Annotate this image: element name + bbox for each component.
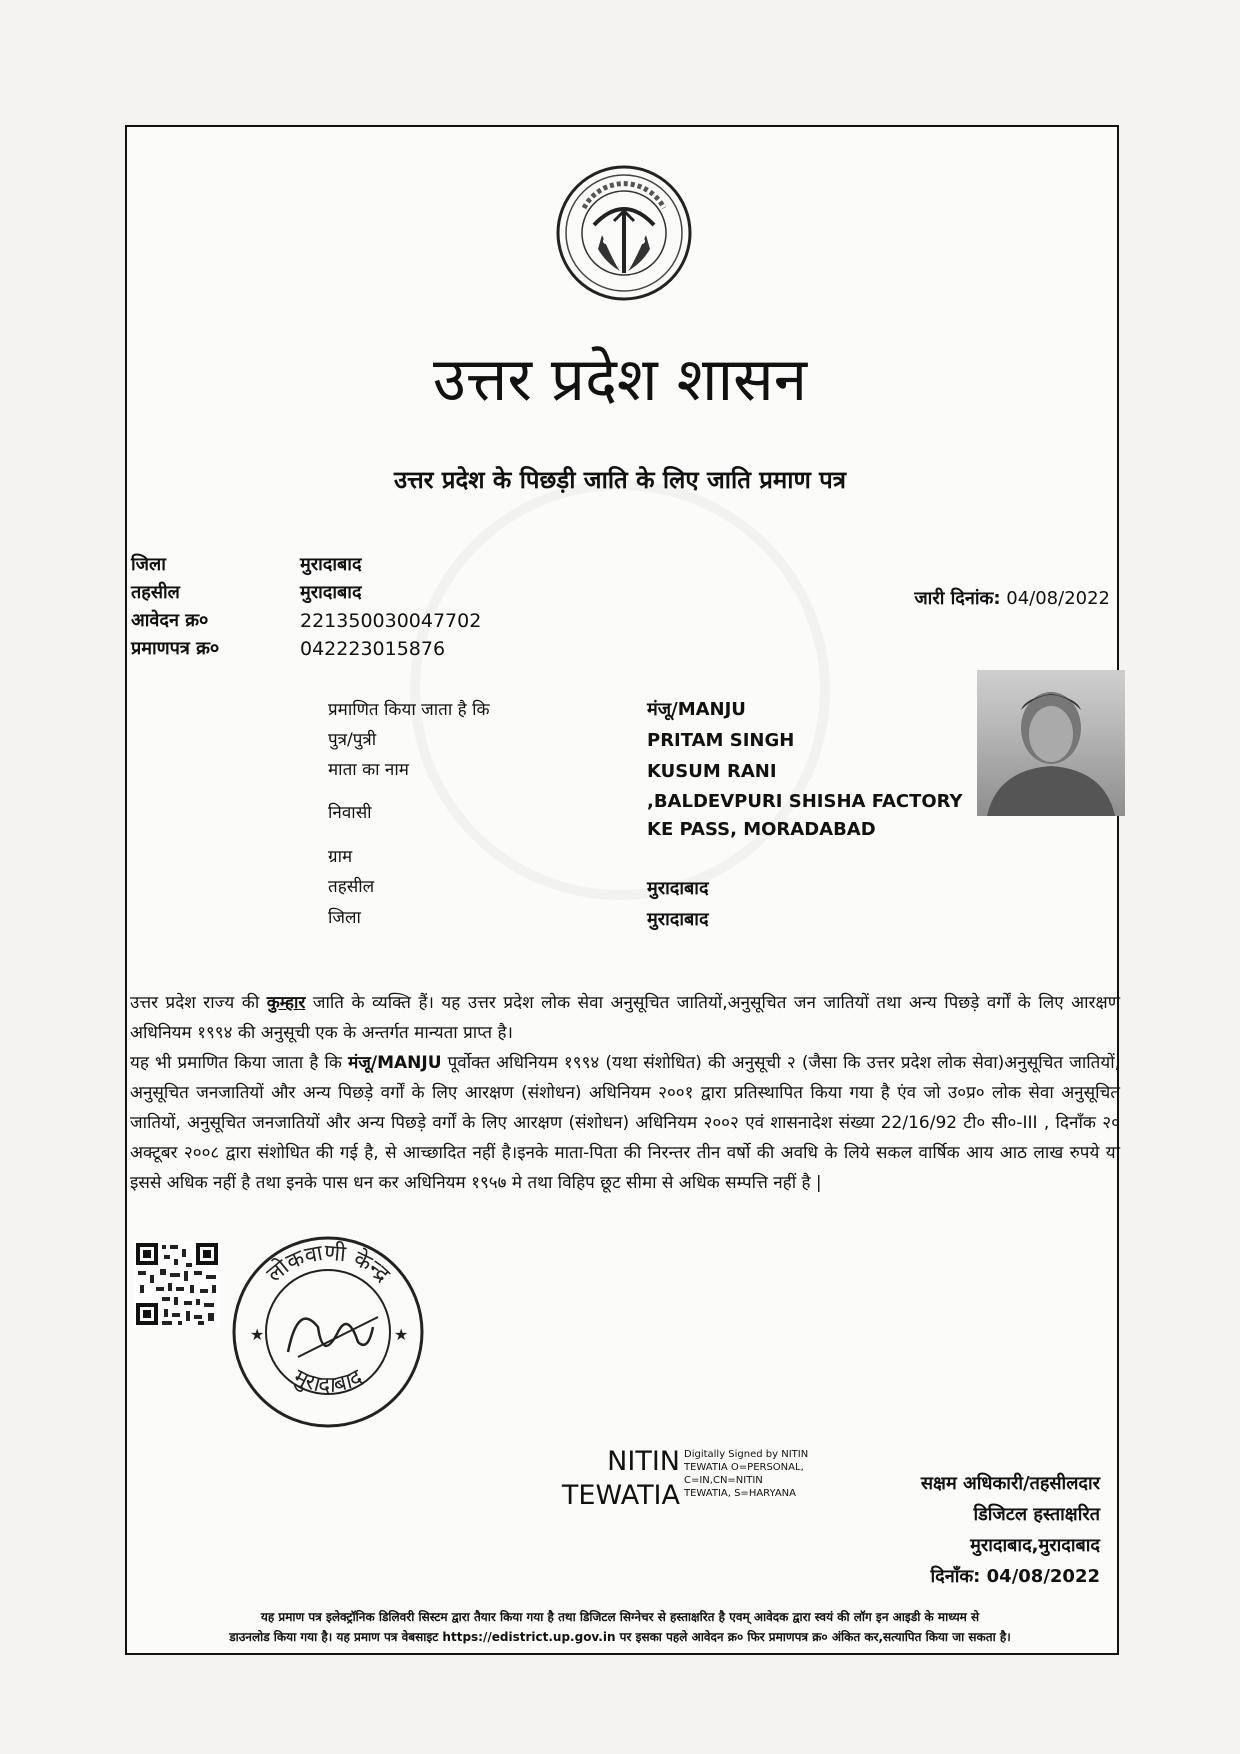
certificate-body (130, 988, 1120, 1198)
application-value: 221350030047702 (300, 610, 482, 632)
svg-text:★: ★ (394, 1325, 409, 1344)
certificate-number-value: 042223015876 (300, 638, 446, 660)
field-label-resident: निवासी (328, 803, 372, 823)
field-label-certified: प्रमाणित किया जाता है कि (328, 700, 490, 720)
field-label-tehsil: तहसील (328, 877, 375, 897)
district-label: जिला (131, 554, 166, 575)
lokvani-seal-icon (228, 1232, 428, 1432)
applicant-photo (977, 670, 1125, 816)
svg-text:मुरादाबाद (290, 1365, 367, 1398)
authority-title: सक्षम अधिकारी/तहसीलदार (920, 1473, 1100, 1494)
issuing-authority (860, 1468, 1100, 1592)
body-caste: कुम्हार (266, 993, 306, 1013)
district-value: मुरादाबाद (300, 554, 362, 575)
digital-sig-line2: TEWATIA O=PERSONAL, (684, 1462, 804, 1473)
signer-first-name: NITIN (607, 1446, 680, 1477)
field-value-tehsil: मुरादाबाद (647, 878, 709, 899)
footer-line1: यह प्रमाण पत्र इलेक्ट्रॉनिक डिलिवरी सिस्टम द्वारा तैयार किया गया है तथा डिजिटल सिग्नेचर से हस्ताक्षरित है एवम् आवेदक द्वारा स्वयं की लॉग इन आइडी के माध्यम से (260, 1610, 980, 1624)
body-p1-b: जाति के व्यक्ति हैं। यह उत्तर प्रदेश लोक सेवा अनुसूचित जातियों,अनुसूचित जन जातियों तथा अन्य पिछड़े वर्गों के लिए आरक्षण अधिनियम १९९४ की अनुसूची एक के अन्तर्गत मान्यता प्राप्त है। (130, 993, 1120, 1043)
certificate-subtitle: उत्तर प्रदेश के पिछड़ी जाति के लिए जाति प्रमाण पत्र (393, 466, 847, 494)
field-value-father: PRITAM SINGH (647, 730, 795, 751)
authority-location: मुरादाबाद,मुरादाबाद (970, 1535, 1100, 1556)
signer-last-name: TEWATIA (561, 1480, 680, 1511)
qr-code-icon (134, 1241, 220, 1327)
field-value-mother: KUSUM RANI (647, 761, 777, 782)
svg-text:लोकवाणी केन्द्र (262, 1239, 395, 1287)
field-value-name: मंजू/MANJU (647, 699, 746, 720)
authority-digital: डिजिटल हस्ताक्षरित (973, 1504, 1100, 1525)
body-p2-a: यह भी प्रमाणित किया जाता है कि (130, 1053, 349, 1073)
page-title: उत्तर प्रदेश शासन (432, 345, 808, 415)
signer-name (540, 1445, 680, 1513)
footer-line2: डाउनलोड किया गया है। यह प्रमाण पत्र वेबसाइट https://edistrict.up.gov.in पर इसका पहले आवेदन क्र० फिर प्रमाणपत्र क्र० अंकित कर,सत्यापित किया जा सकता है। (229, 1630, 1011, 1644)
application-label: आवेदन क्र० (131, 610, 209, 631)
field-label-son-daughter: पुत्र/पुत्री (328, 730, 377, 750)
body-name: मंजू/MANJU (348, 1053, 442, 1073)
footer-note (140, 1607, 1100, 1647)
seal-top-text: लोकवाणी केन्द्र (262, 1240, 395, 1288)
field-label-village: ग्राम (328, 847, 353, 867)
tehsil-value: मुरादाबाद (300, 582, 362, 603)
body-p2-b: पूर्वोक्त अधिनियम १९९४ (यथा संशोधित) की अनुसूची २ (जैसा कि उत्तर प्रदेश लोक सेवा)अनुसूचित जातियों, अनुसूचित जनजातियों और अन्य पिछड़े वर्गों के लिए आरक्षण (संशोधन) अधिनियम २००१ द्वारा प्रतिस्थापित किया गया है एंव जो उ०प्र० लोक सेवा अनुसूचित जातियों, अनुसूचित जनजातियों और अन्य पिछड़े वर्गों के लिए आरक्षण (संशोधन) अधिनियम २००२ एवं शासनादेश संख्या 22/16/92 टी० सी०-III , दिनाँक २० अक्टूबर २००८ द्वारा संशोधित की गई है, से आच्छादित नहीं है।इनके माता-पिता की निरन्तर तीन वर्षो की अवधि के लिये सकल वार्षिक आय आठ लाख रुपये या इससे अधिक नहीं है तथा इनके पास धन कर अधिनियम १९५७ मे तथा विहिप छूट सीमा से अधिक सम्पत्ति नहीं है | (130, 1053, 1120, 1193)
field-value-district: मुरादाबाद (647, 909, 709, 930)
tehsil-label: तहसील (131, 582, 180, 603)
field-value-address-line2: KE PASS, MORADABAD (647, 819, 876, 840)
issue-date-label: जारी दिनांक: (914, 588, 1001, 609)
digital-sig-line1: Digitally Signed by NITIN (684, 1449, 809, 1460)
field-label-mother: माता का नाम (328, 760, 409, 780)
digital-signature-details (684, 1448, 864, 1500)
digital-sig-line4: TEWATIA, S=HARYANA (684, 1488, 796, 1499)
field-label-district: जिला (328, 908, 361, 928)
issue-date-value: 04/08/2022 (1006, 588, 1110, 609)
up-state-emblem-icon (554, 163, 694, 303)
authority-date: दिनाँक: 04/08/2022 (930, 1566, 1100, 1587)
svg-text:★: ★ (250, 1325, 265, 1344)
body-p1-a: उत्तर प्रदेश राज्य की (130, 993, 267, 1013)
issue-date (880, 586, 1110, 612)
field-value-address-line1: ,BALDEVPURI SHISHA FACTORY (647, 791, 963, 812)
seal-bottom-text: मुरादाबाद (289, 1364, 367, 1399)
digital-sig-line3: C=IN,CN=NITIN (684, 1475, 763, 1486)
person-silhouette-icon (977, 670, 1125, 816)
certificate-number-label: प्रमाणपत्र क्र० (131, 638, 220, 659)
